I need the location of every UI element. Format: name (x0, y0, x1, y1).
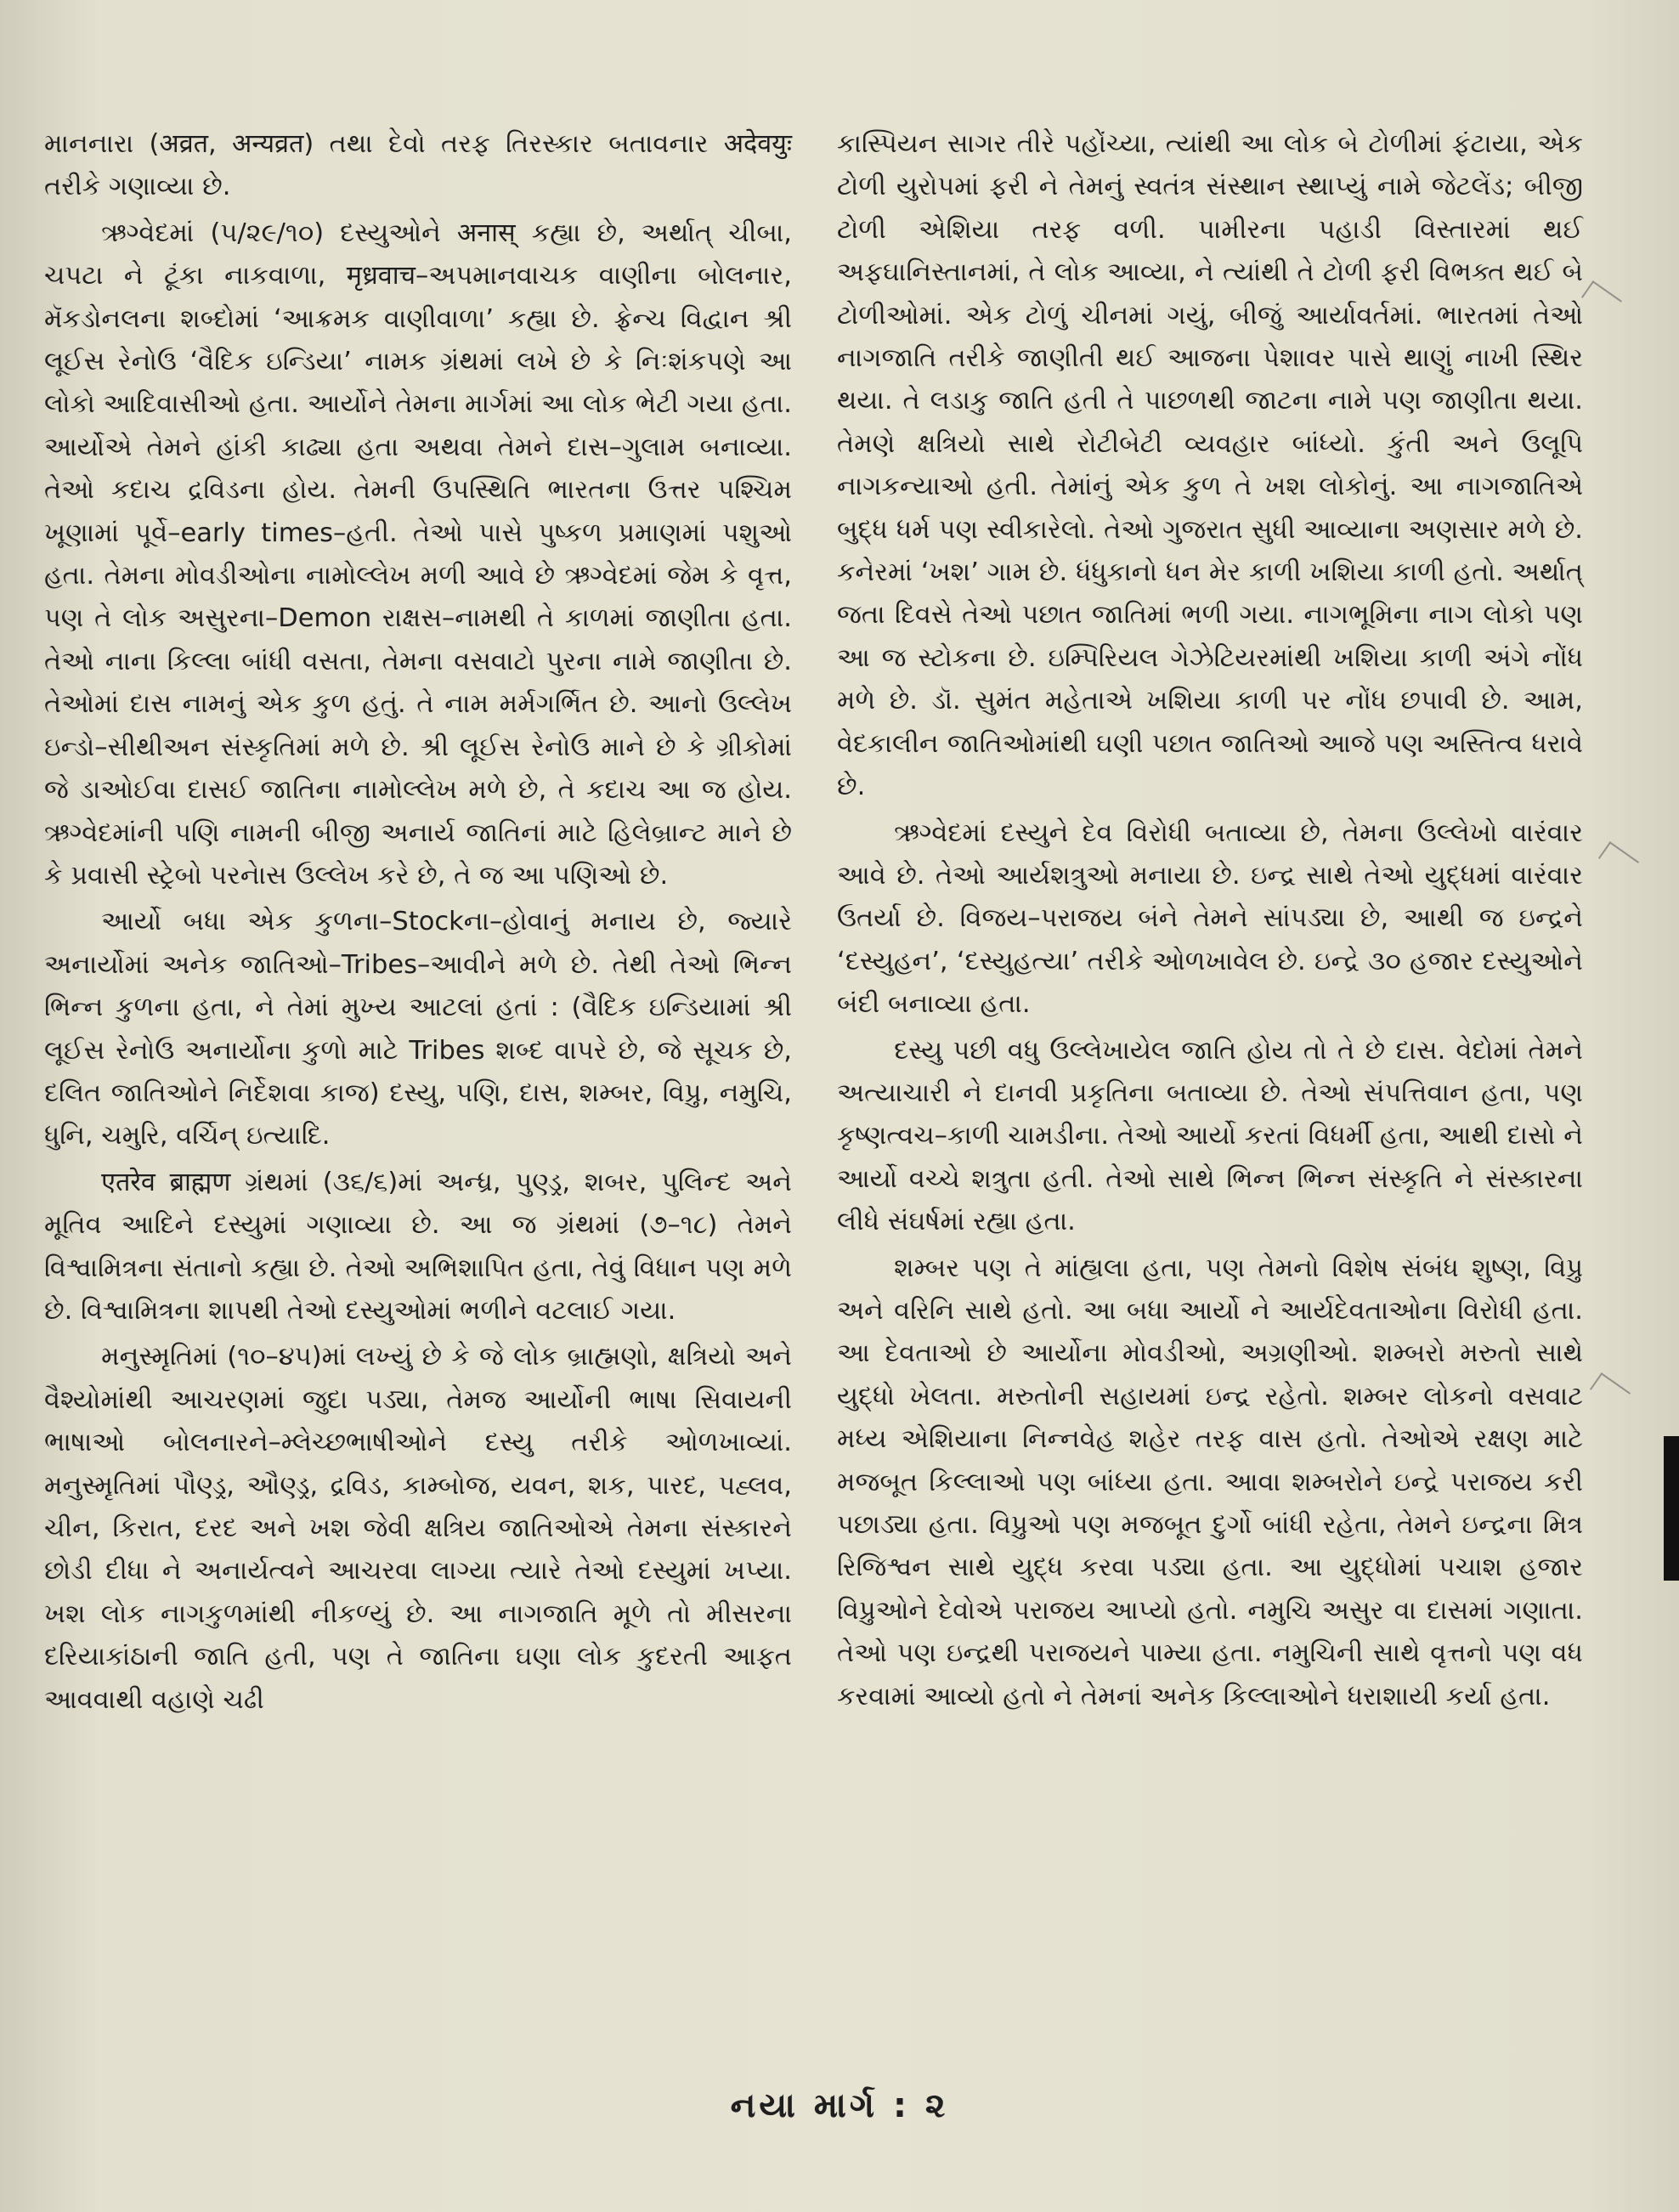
paragraph: કાસ્પિયન સાગર તીરે પહોંચ્યા, ત્યાંથી આ લોક બે ટોળીમાં ફંટાયા, એક ટોળી યુરોપમાં ફરી ને તેમનું સ્વતંત્ર સંસ્થાન સ્થાપ્યું નામે જેટલેંડ; બીજી ટોળી એશિયા તરફ વળી. પામીરના પહાડી વિસ્તારમાં થઈ અફઘાનિસ્તાનમાં, તે લોક આવ્યા, ને ત્યાંથી તે ટોળી ફરી વિભક્ત થઈ બે ટોળીઓમાં. એક ટોળું ચીનમાં ગયું, બીજું આર્યાવર્તમાં. ભારતમાં તેઓ નાગજાતિ તરીકે જાણીતી થઈ આજના પેશાવર પાસે થાણું નાખી સ્થિર થયા. તે લડાકુ જાતિ હતી તે પાછળથી જાટના નામે પણ જાણીતા થયા. તેમણે ક્ષત્રિયો સાથે રોટીબેટી વ્યવહાર બાંધ્યો. કુંતી અને ઉલૂપિ નાગકન્યાઓ હતી. તેમાંનું એક કુળ તે ખશ લોકોનું. આ નાગજાતિએ બુદ્ધ ધર્મ પણ સ્વીકારેલો. તેઓ ગુજરાત સુધી આવ્યાના અણસાર મળે છે. કનેરમાં ‘ખશ’ ગામ છે. ધંધુકાનો ધન મેર કાળી ખશિયા કાળી હતો. અર્થાત્ જતા દિવસે તેઓ પછાત જાતિમાં ભળી ગયા. નાગભૂમિના નાગ લોકો પણ આ જ સ્ટોકના છે. ઇમ્પિરિયલ ગેઝેટિયરમાંથી ખશિયા કાળી અંગે નોંધ મળે છે. ડૉ. સુમંત મહેતાએ ખશિયા કાળી પર નોંધ છપાવી છે. આમ, વેદકાલીન જાતિઓમાંથી ઘણી પછાત જાતિઓ આજે પણ અસ્તિત્વ ધરાવે છે. (837, 129, 1583, 802)
paper-tear-mark (1581, 280, 1622, 318)
right-column (837, 123, 1583, 1718)
paragraph: આર્યો બધા એક કુળના–Stockના–હોવાનું મનાય છે, જ્યારે અનાર્યોમાં અનેક જાતિઓ–Tribes–આવીને મળે છે. તેથી તેઓ ભિન્ન ભિન્ન કુળના હતા, ને તેમાં મુખ્ય આટલાં હતાં : (વૈદિક ઇન્ડિયામાં શ્રી લૂઈસ રેનોઉ અનાર્યોના કુળો માટે Tribes શબ્દ વાપરે છે, જે સૂચક છે, દલિત જાતિઓને નિર્દેશવા કાજ) દસ્યુ, પણિ, દાસ, શમ્બર, વિપ્રુ, નમુચિ, ધુનિ, ચમુરિ, વર્ચિન્ ઇત્યાદિ. (44, 907, 792, 1151)
paragraph: ઋગ્વેદમાં (૫/૨૯/૧૦) દસ્યુઓને अनास् કહ્યા છે, અર્થાત્ ચીબા, ચપટા ને ટૂંકા નાકવાળા, मृध्रवाच–અપમાનવાચક વાણીના બોલનાર, મૅકડોનલના શબ્દોમાં ‘આક્રમક વાણીવાળા’ કહ્યા છે. ફ્રેન્ચ વિદ્વાન શ્રી લૂઈસ રેનોઉ ‘વૈદિક ઇન્ડિયા’ નામક ગ્રંથમાં લખે છે કે નિઃશંકપણે આ લોકો આદિવાસીઓ હતા. આર્યોને તેમના માર્ગમાં આ લોક ભેટી ગયા હતા. આર્યોએ તેમને હાંકી કાઢ્યા હતા અથવા તેમને દાસ–ગુલામ બનાવ્યા. તેઓ કદાચ દ્રવિડના હોય. તેમની ઉપસ્થિતિ ભારતના ઉત્તર પશ્ચિમ ખૂણામાં પૂર્વે–early times–હતી. તેઓ પાસે પુષ્કળ પ્રમાણમાં પશુઓ હતા. તેમના મોવડીઓના નામોલ્લેખ મળી આવે છે ઋગ્વેદમાં જેમ કે વૃત્ત, પણ તે લોક અસુરના–Demon રાક્ષસ–નામથી તે કાળમાં જાણીતા હતા. તેઓ નાના કિલ્લા બાંધી વસતા, તેમના વસવાટો પુરના નામે જાણીતા છે. તેઓમાં દાસ નામનું એક કુળ હતું. તે નામ મર્મગર્ભિત છે. આનો ઉલ્લેખ ઇન્ડો–સીથીઅન સંસ્કૃતિમાં મળે છે. શ્રી લૂઈસ રેનોઉ માને છે કે ગ્રીકોમાં જે ડાઓઈવા દાસઈ જાતિના નામોલ્લેખ મળે છે, તે કદાચ આ જ હોય. ઋગ્વેદમાંની પણિ નામની બીજી અનાર્ય જાતિનાં માટે હિલેબ્રાન્ટ માને છે કે પ્રવાસી સ્ટ્રેબો પરનેાસ ઉલ્લેખ કરે છે, તે જ આ પણિઓ છે. (44, 218, 792, 891)
page-footer: નયા માર્ગ : ૨ (730, 2086, 949, 2125)
paragraph: ઋગ્વેદમાં દસ્યુને દેવ વિરોધી બતાવ્યા છે, તેમના ઉલ્લેખો વારંવાર આવે છે. તેઓ આર્યશત્રુઓ મનાયા છે. ઇન્દ્ર સાથે તેઓ યુદ્ધમાં વારંવાર ઉતર્યા છે. વિજય–પરાજય બંને તેમને સાંપડ્યા છે, આથી જ ઇન્દ્રને ‘દસ્યુહન’, ‘દસ્યુહત્યા’ તરીકે ઓળખાવેલ છે. ઇન્દ્રે ૩૦ હજાર દસ્યુઓને બંદી બનાવ્યા હતા. (837, 817, 1583, 1020)
paragraph: દસ્યુ પછી વધુ ઉલ્લેખાયેલ જાતિ હોય તો તે છે દાસ. વેદોમાં તેમને અત્યાચારી ને દાનવી પ્રકૃતિના બતાવ્યા છે. તેઓ સંપત્તિવાન હતા, પણ કૃષ્ણત્વચ–કાળી ચામડીના. તેઓ આર્યો કરતાં વિધર્મી હતા, આથી દાસો ને આર્યો વચ્ચે શત્રુતા હતી. તેઓ સાથે ભિન્ન ભિન્ન સંસ્કૃતિ ને સંસ્કારના લીધે સંઘર્ષમાં રહ્યા હતા. (837, 1035, 1583, 1237)
paper-tear-mark (1590, 1372, 1631, 1410)
paragraph: શમ્બર પણ તે માંહ્યલા હતા, પણ તેમનો વિશેષ સંબંધ શુષ્ણ, વિપ્રુ અને વરિનિ સાથે હતો. આ બધા આર્યો ને આર્યદેવતાઓના વિરોધી હતા. આ દેવતાઓ છે આર્યોના મોવડીઓ, અગ્રણીઓ. શમ્બરો મરુતો સાથે યુદ્ધો ખેલતા. મરુતોની સહાયમાં ઇન્દ્ર રહેતો. શમ્બર લોકનો વસવાટ મધ્ય એશિયાના નિન્નવેહ શહેર તરફ વાસ હતો. તેઓએ રક્ષણ માટે મજબૂત કિલ્લાઓ પણ બાંધ્યા હતા. આવા શમ્બરોને ઇન્દ્રે પરાજય કરી પછાડ્યા હતા. વિપ્રુઓ પણ મજબૂત દુર્ગો બાંધી રહેતા, તેમને ઇન્દ્રના મિત્ર રિજિશ્વન સાથે યુદ્ધ કરવા પડ્યા હતા. આ યુદ્ધોમાં પચાશ હજાર વિપ્રુઓને દેવોએ પરાજય આપ્યો હતો. નમુચિ અસુર વા દાસમાં ગણાતા. તેઓ પણ ઇન્દ્રથી પરાજયને પામ્યા હતા. નમુચિની સાથે વૃત્તનો પણ વધ કરવામાં આવ્યો હતો ને તેમનાં અનેક કિલ્લાઓને ધરાશાયી કર્યા હતા. (837, 1253, 1583, 1711)
left-column (44, 123, 792, 1722)
paragraph: માનનારા (अव्रत, अन्यव्रत) તથા દેવો તરફ તિરસ્કાર બતાવનાર अदेवयुः તરીકે ગણાવ્યા છે. (44, 129, 792, 202)
paragraph: एतरेव ब्राह्मण ગ્રંથમાં (૩૬/૬)માં અન્ધ્ર, પુણ્ડ્ર, શબર, પુલિન્દ અને મૂતિવ આદિને દસ્યુમાં ગણાવ્યા છે. આ જ ગ્રંથમાં (૭–૧૮) તેમને વિશ્વામિત્રના સંતાનો કહ્યા છે. તેઓ અભિશાપિત હતા, તેવું વિધાન પણ મળે છે. વિશ્વામિત્રના શાપથી તેઓ દસ્યુઓમાં ભળીને વટલાઈ ગયા. (44, 1167, 792, 1326)
paper-tear-mark (1598, 841, 1639, 879)
paragraph: મનુસ્મૃતિમાં (૧૦–૪૫)માં લખ્યું છે કે જે લોક બ્રાહ્મણો, ક્ષત્રિયો અને વૈશ્યોમાંથી આચરણમાં જુદા પડ્યા, તેમજ આર્યોની ભાષા સિવાયની ભાષાઓ બોલનારને–મ્લેચ્છભાષીઓને દસ્યુ તરીકે ઓળખાવ્યાં. મનુસ્મૃતિમાં પૌણ્ડ્ર, ઔણ્ડ્ર, દ્રવિડ, કામ્બોજ, યવન, શક, પારદ, પહ્લવ, ચીન, કિરાત, દરદ અને ખશ જેવી ક્ષત્રિય જાતિઓએ તેમના સંસ્કારને છોડી દીધા ને અનાર્યત્વને આચરવા લાગ્યા ત્યારે તેઓ દસ્યુમાં ખપ્યા. ખશ લોક નાગકુળમાંથી નીકળ્યું છે. આ નાગજાતિ મૂળે તો મીસરના દરિયાકાંઠાની જાતિ હતી, પણ તે જાતિના ઘણા લોક કુદરતી આફત આવવાથી વહાણે ચઢી (44, 1342, 792, 1715)
page-edge-mark (1664, 1436, 1679, 1581)
